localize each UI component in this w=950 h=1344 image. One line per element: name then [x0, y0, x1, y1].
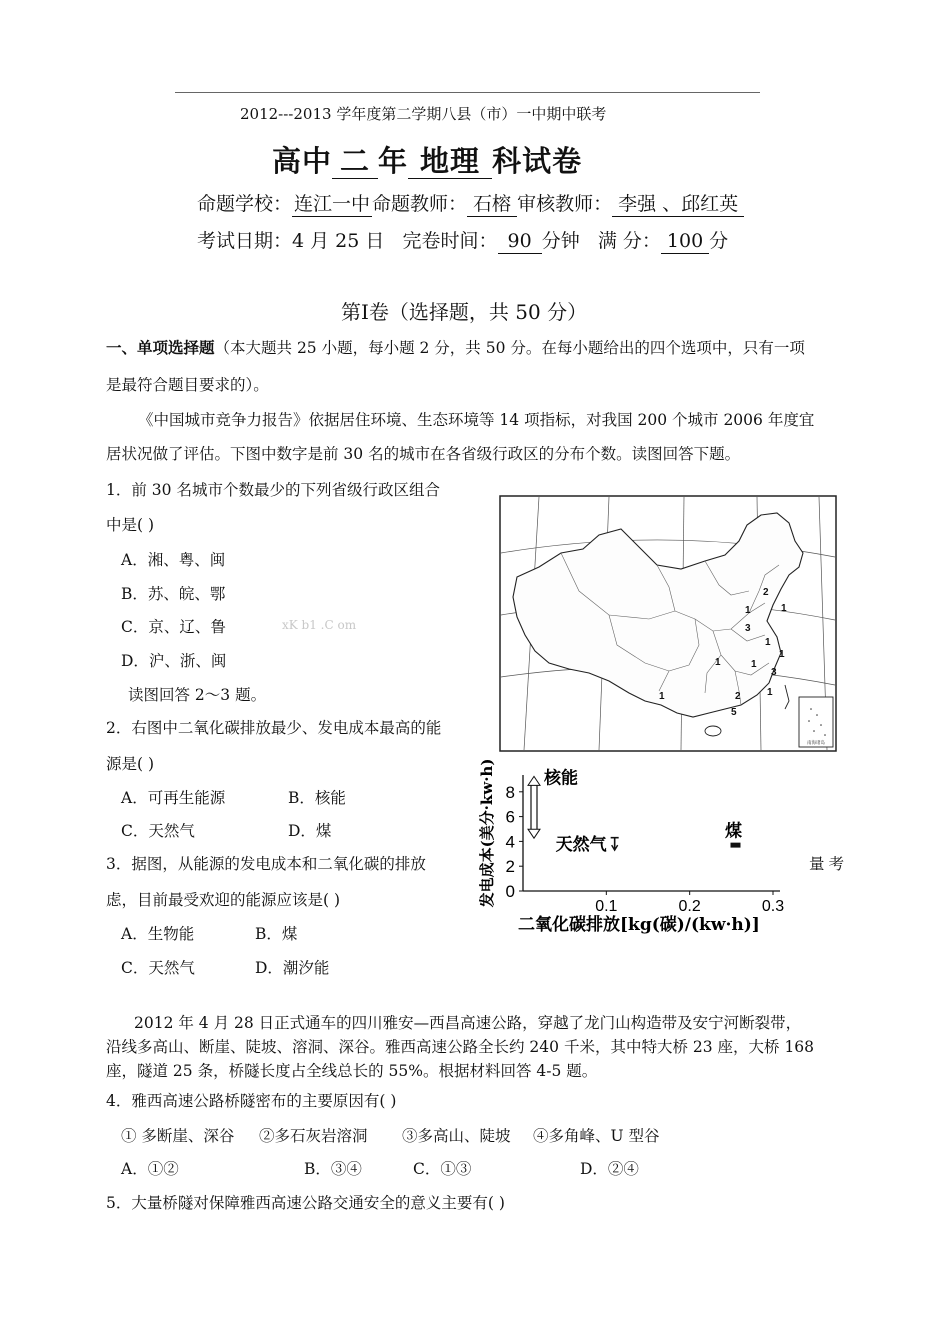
read-2-3: 读图回答 2～3 题。 — [128, 686, 267, 704]
map-number: 1 — [745, 605, 751, 616]
inset-caption: 南海诸岛 — [807, 741, 825, 746]
exam-line: 2012---2013 学年度第二学期八县（市）一中期中联考 — [240, 105, 607, 123]
part-desc: （本大题共 25 小题，每小题 2 分，共 50 分。在每小题给出的四个选项中，只有一项 — [214, 339, 805, 357]
q3-option-b: B．煤 — [255, 925, 298, 943]
south-sea-inset — [799, 697, 833, 747]
q1-option-d: D．沪、浙、闽 — [121, 652, 227, 670]
q3-option-d: D．潮汐能 — [255, 959, 330, 977]
q2-option-b: B．核能 — [288, 789, 346, 807]
q3-stem: 3．据图，从能源的发电成本和二氧化碳的排放 — [106, 855, 426, 873]
title-year: 年 — [378, 144, 409, 178]
q4-option-c: C．①③ — [413, 1160, 472, 1178]
q3-option-c: C．天然气 — [121, 959, 195, 977]
section-title: 第Ⅰ卷（选择题，共 50 分） — [341, 300, 588, 324]
part-bold: 一、单项选择题 — [106, 338, 215, 357]
score-value: 100 — [661, 231, 709, 254]
reviewer-label: 审核教师： — [517, 193, 613, 215]
map-number: 3 — [745, 623, 751, 634]
title-subject: 地理 — [408, 145, 492, 179]
q4-option-b: B．③④ — [304, 1160, 362, 1178]
q4-option-a: A．①② — [121, 1160, 179, 1178]
chart-x-tick-label: 0.1 — [595, 898, 618, 915]
title-grade: 二 — [332, 145, 378, 179]
passage2-line1: 2012 年 4 月 28 日正式通车的四川雅安—西昌高速公路，穿越了龙门山构造带及安宁河断裂带， — [134, 1014, 802, 1032]
q1-option-a: A．湘、粤、闽 — [121, 551, 226, 569]
passage2-line2: 沿线多高山、断崖、陡坡、溶洞、深谷。雅西高速公路全长约 240 千米，其中特大桥 23 座，大桥 168 — [106, 1038, 815, 1056]
chart-arrow-nuclear-top — [528, 776, 540, 785]
q1-option-b: B．苏、皖、鄂 — [121, 585, 226, 603]
map-number: 1 — [659, 691, 665, 702]
map-number: 2 — [735, 691, 741, 702]
watermark: xK b1 .C om — [282, 618, 357, 632]
chart-label-gas: 天然气 — [555, 834, 607, 855]
q4-option-d: D．②④ — [580, 1160, 639, 1178]
q2-stem-2: 源是( ) — [106, 755, 155, 773]
passage1-line2: 居状况做了评估。下图中数字是前 30 名的城市在各省级行政区的分布个数。读图回答下题。 — [106, 445, 741, 463]
map-number: 1 — [781, 603, 787, 614]
q4-item-2: ②多石灰岩溶洞 — [259, 1127, 368, 1145]
chart-y-tick-label: 6 — [505, 807, 515, 827]
passage1-line1: 《中国城市竞争力报告》依据居住环境、生态环境等 14 项指标，对我国 200 个城市 2006 年度宜 — [138, 411, 815, 429]
china-city-map — [499, 495, 837, 752]
school-label: 命题学校： — [197, 193, 293, 215]
q2-stem: 2．右图中二氧化碳排放最少、发电成本最高的能 — [106, 719, 442, 737]
map-number: 3 — [771, 667, 777, 678]
chart-mark-coal — [731, 843, 741, 848]
map-number: 1 — [765, 637, 771, 648]
map-number: 2 — [763, 587, 769, 598]
setter-line — [197, 189, 744, 217]
q4-item-3: ③多高山、陡坡 — [402, 1127, 511, 1145]
energy-cost-chart — [478, 745, 808, 945]
part-heading — [106, 336, 805, 358]
schedule-line — [197, 226, 728, 254]
chart-y-tick-label: 2 — [505, 857, 515, 877]
chart-y-tick-label: 8 — [505, 782, 515, 802]
chart-label-coal: 煤 — [725, 821, 742, 842]
score-label: 满 分： — [597, 230, 661, 252]
chart-arrow-nuclear-bottom — [528, 829, 540, 838]
teacher-label: 命题教师： — [372, 193, 468, 215]
teacher-name: 石榕 — [467, 194, 517, 217]
map-number: 1 — [751, 659, 757, 670]
exam-date: 考试日期：4 月 25 日 — [197, 230, 385, 252]
time-label: 完卷时间： — [402, 230, 498, 252]
q1-stem-2: 中是( ) — [106, 516, 155, 534]
map-number: 5 — [731, 707, 737, 718]
q5-stem: 5．大量桥隧对保障雅西高速公路交通安全的意义主要有( ) — [106, 1194, 505, 1212]
title-prefix: 高中 — [272, 144, 333, 178]
chart-x-tick-label: 0.3 — [761, 898, 785, 915]
q2-option-d: D．煤 — [288, 822, 332, 840]
hainan-island — [705, 726, 721, 736]
time-value: 90 — [498, 231, 542, 254]
q3-stem-2: 虑，目前最受欢迎的能源应该是( ) — [106, 891, 341, 909]
school-name: 连江一中 — [294, 193, 371, 215]
map-number: 1 — [779, 649, 785, 660]
part-desc-2: 是最符合题目要求的）。 — [106, 376, 269, 394]
q1-stem: 1．前 30 名城市个数最少的下列省级行政区组合 — [106, 481, 440, 499]
q3-stem-tail: 量考 — [809, 855, 849, 873]
chart-y-label: 发电成本(美分·kw·h) — [478, 758, 496, 908]
chart-label-nuclear: 核能 — [544, 768, 578, 789]
header-rule — [175, 92, 760, 93]
chart-y-tick-label: 0 — [505, 882, 515, 901]
q1-option-c: C．京、辽、鲁 — [121, 618, 226, 636]
chart-y-tick-label: 4 — [505, 832, 515, 852]
chart-x-tick-label: 0.2 — [678, 898, 701, 915]
score-unit: 分 — [709, 230, 729, 252]
title-suffix: 科试卷 — [492, 144, 583, 178]
q4-item-4: ④多角峰、U 型谷 — [533, 1127, 660, 1145]
q4-item-1: ① 多断崖、深谷 — [121, 1127, 235, 1145]
q3-option-a: A．生物能 — [121, 925, 195, 943]
chart-x-label: 二氧化碳排放[kg(碳)/(kw·h)] — [518, 915, 760, 935]
time-unit: 分钟 — [541, 230, 580, 252]
map-number: 1 — [767, 687, 773, 698]
passage2-line3: 座，隧道 25 条，桥隧长度占全线总长的 55%。根据材料回答 4-5 题。 — [106, 1062, 598, 1080]
q2-option-a: A．可再生能源 — [121, 789, 226, 807]
reviewer-names: 李强 、邱红英 — [612, 194, 744, 217]
q4-stem: 4．雅西高速公路桥隧密布的主要原因有( ) — [106, 1092, 397, 1110]
page-title — [272, 139, 582, 180]
map-number: 1 — [715, 657, 721, 668]
q2-option-c: C．天然气 — [121, 822, 195, 840]
